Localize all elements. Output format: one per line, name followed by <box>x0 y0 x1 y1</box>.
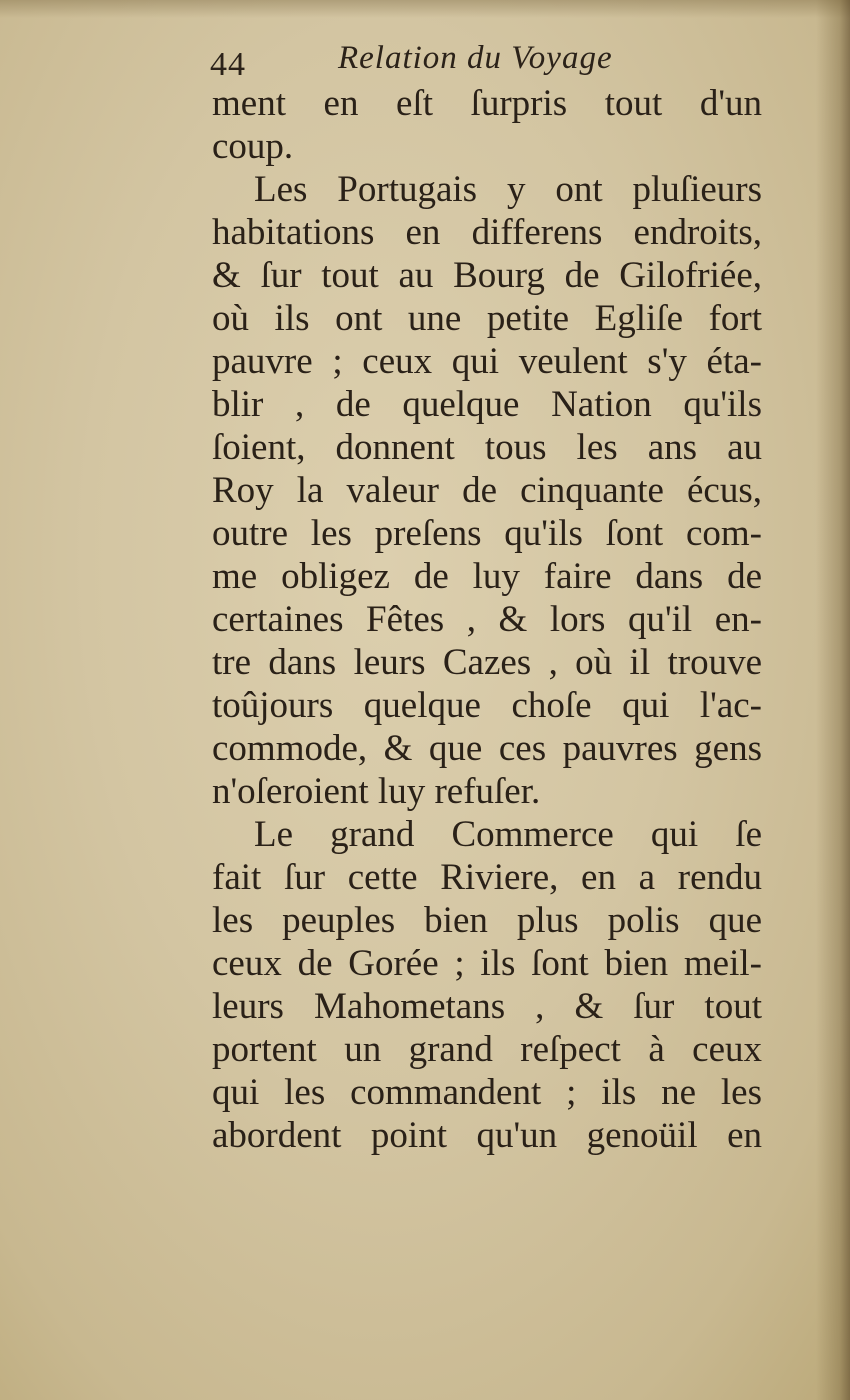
text-line: fait ſur cette Riviere, en a rendu <box>212 857 762 898</box>
page-top-shadow <box>0 0 850 18</box>
body-text <box>212 82 762 1157</box>
text-line: Le grand Commerce qui ſe <box>254 814 762 855</box>
text-line: où ils ont une petite Egliſe fort <box>212 298 762 339</box>
text-line: abordent point qu'un genoüil en <box>212 1115 762 1156</box>
text-line: Les Portugais y ont pluſieurs <box>254 169 762 210</box>
text-line: Roy la valeur de cinquante écus, <box>212 470 762 511</box>
running-head: Relation du Voyage <box>338 40 613 76</box>
text-line: me obligez de luy faire dans de <box>212 556 762 597</box>
text-line: les peuples bien plus polis que <box>212 900 762 941</box>
text-line: & ſur tout au Bourg de Gilofriée, <box>212 255 762 296</box>
text-line: n'oſeroient luy refuſer. <box>212 771 541 812</box>
text-line: toûjours quelque choſe qui l'ac- <box>212 685 762 726</box>
page-gutter-shadow <box>816 0 850 1400</box>
text-line: commode, & que ces pauvres gens <box>212 728 762 769</box>
text-line: qui les commandent ; ils ne les <box>212 1072 762 1113</box>
text-line: habitations en differens endroits, <box>212 212 762 253</box>
text-line: leurs Mahometans , & ſur tout <box>212 986 762 1027</box>
text-line: blir , de quelque Nation qu'ils <box>212 384 762 425</box>
text-line: portent un grand reſpect à ceux <box>212 1029 762 1070</box>
text-line: ceux de Gorée ; ils ſont bien meil- <box>212 943 762 984</box>
text-line: coup. <box>212 126 294 167</box>
text-line: tre dans leurs Cazes , où il trouve <box>212 642 762 683</box>
text-line: certaines Fêtes , & lors qu'il en- <box>212 599 762 640</box>
page-header <box>210 40 770 88</box>
page-number: 44 <box>210 46 246 83</box>
text-line: ſoient, donnent tous les ans au <box>212 427 762 468</box>
text-line: outre les preſens qu'ils ſont com- <box>212 513 762 554</box>
text-line: ment en eſt ſurpris tout d'un <box>212 83 762 124</box>
text-line: pauvre ; ceux qui veulent s'y éta- <box>212 341 762 382</box>
